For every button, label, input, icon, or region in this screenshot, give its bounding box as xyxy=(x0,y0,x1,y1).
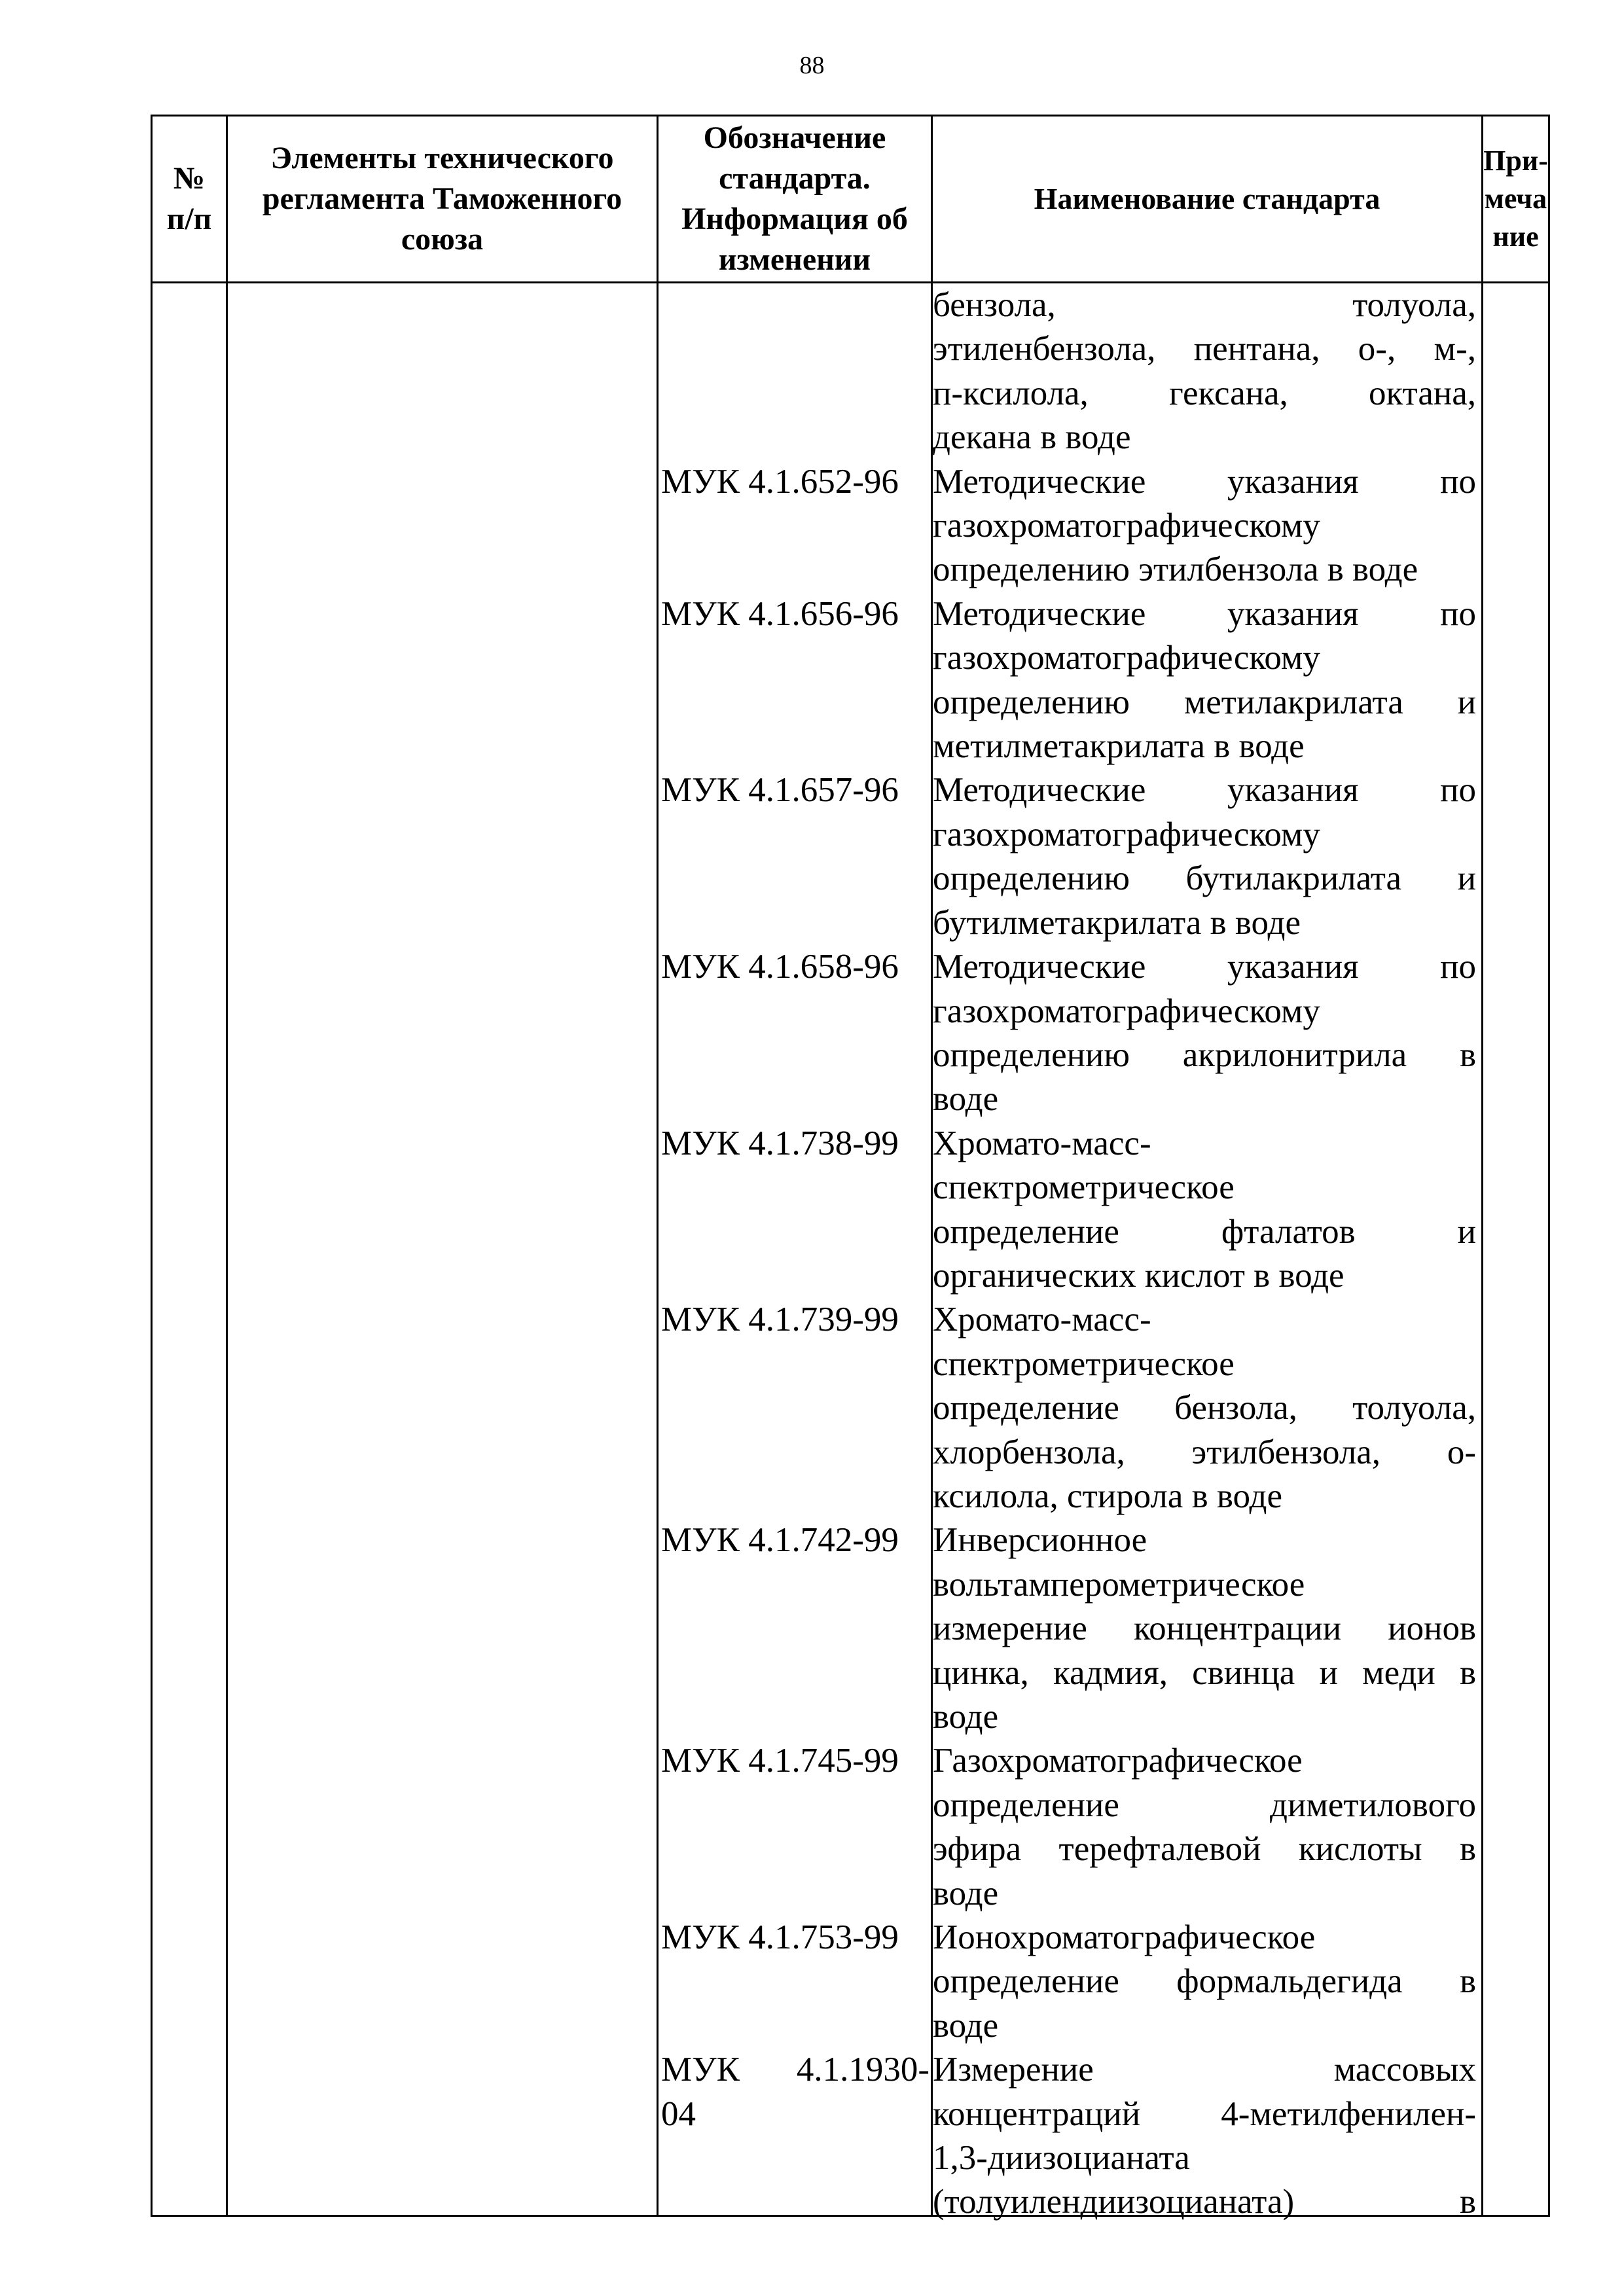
standard-name-line: Хромато-масс- xyxy=(933,1300,1151,1339)
standard-name-line: органических кислот в воде xyxy=(933,1256,1344,1295)
standard-code: МУК 4.1.658-96 xyxy=(661,948,899,986)
table-row xyxy=(151,945,1550,1122)
standard-code: МУК 4.1.753-99 xyxy=(661,1918,899,1957)
standard-name-line: измерение концентрации ионов xyxy=(933,1609,1476,1648)
standard-name xyxy=(933,2048,1476,2225)
standard-name-line: воде xyxy=(933,1698,999,1736)
standard-name-line: определение фталатов и xyxy=(933,1212,1476,1251)
standard-name xyxy=(933,1916,1476,2048)
table-row xyxy=(151,1298,1550,1518)
standard-name-line: хлорбензола, этилбензола, о- xyxy=(933,1433,1476,1471)
table-row xyxy=(151,1739,1550,1916)
standard-name-line: (толуилендиизоцианата) в xyxy=(933,2183,1476,2221)
standard-name-line: Методические указания по xyxy=(933,462,1476,501)
header-num xyxy=(153,117,226,281)
standard-name-line: этиленбензола, пентана, о-, м-, xyxy=(933,330,1476,368)
table-row xyxy=(151,592,1550,769)
standard-code: МУК 4.1.742-99 xyxy=(661,1521,899,1560)
standard-name-line: цинка, кадмия, свинца и меди в xyxy=(933,1653,1476,1692)
standard-name-line: газохроматографическому xyxy=(933,992,1320,1030)
standard-name xyxy=(933,592,1476,769)
standard-code xyxy=(661,283,929,460)
standard-name-line: вольтамперометрическое xyxy=(933,1565,1305,1604)
standard-name-line: ксилола, стирола в воде xyxy=(933,1477,1283,1515)
table-row xyxy=(151,768,1550,945)
standard-code: МУК 4.1.739-99 xyxy=(661,1300,899,1339)
standard-name-line: спектрометрическое xyxy=(933,1168,1235,1207)
table-row xyxy=(151,283,1550,460)
header-elements-label: Элементы технического регламента Таможенного союза xyxy=(262,141,623,257)
standard-name-line: п-ксилола, гексана, октана, xyxy=(933,374,1476,412)
standard-code-line: МУК 4.1.1930- xyxy=(661,2051,929,2089)
standard-name-line: воде xyxy=(933,2006,999,2045)
standard-name-line: спектрометрическое xyxy=(933,1344,1235,1383)
standard-name-line: газохроматографическому xyxy=(933,507,1320,545)
standard-name-line: бензола, толуола, xyxy=(933,286,1476,324)
standard-name-line: определению акрилонитрила в xyxy=(933,1035,1476,1074)
standard-name xyxy=(933,460,1476,592)
table-row xyxy=(151,460,1550,592)
standard-name-line: Хромато-масс- xyxy=(933,1124,1151,1162)
standard-name-line: Измерение массовых xyxy=(933,2051,1476,2089)
standard-name-line: Газохроматографическое xyxy=(933,1742,1303,1780)
standard-name-line: определение диметилового xyxy=(933,1785,1476,1824)
table-row xyxy=(151,2048,1550,2225)
standard-name-line: Ионохроматографическое xyxy=(933,1918,1316,1957)
header-name-label: Наименование стандарта xyxy=(1034,182,1380,215)
header-note xyxy=(1483,117,1548,281)
header-code xyxy=(659,117,931,281)
standard-name xyxy=(933,1298,1476,1518)
standard-name-line: Методические указания по xyxy=(933,771,1476,810)
standard-name xyxy=(933,283,1476,460)
standard-name xyxy=(933,945,1476,1122)
standard-name-line: газохроматографическому xyxy=(933,639,1320,677)
table-row xyxy=(151,1518,1550,1739)
standard-name-line: метилметакрилата в воде xyxy=(933,727,1305,766)
standard-name-line: определению метилакрилата и xyxy=(933,683,1476,721)
standard-name-line: эфира терефталевой кислоты в xyxy=(933,1830,1476,1869)
standard-code: МУК 4.1.657-96 xyxy=(661,771,899,810)
page-number: 88 xyxy=(799,52,825,79)
standard-code xyxy=(661,2048,929,2225)
standard-code: МУК 4.1.738-99 xyxy=(661,1124,899,1162)
standards-table xyxy=(151,115,1550,2221)
standard-name-line: газохроматографическому xyxy=(933,815,1320,853)
standard-name-line: Инверсионное xyxy=(933,1521,1147,1560)
table-row xyxy=(151,1916,1550,2048)
standard-name xyxy=(933,1122,1476,1299)
standard-name xyxy=(933,1739,1476,1916)
standard-name-line: определению бутилакрилата и xyxy=(933,859,1476,898)
standard-name xyxy=(933,768,1476,945)
header-elements xyxy=(228,117,657,281)
standard-code: МУК 4.1.745-99 xyxy=(661,1742,899,1780)
header-code-label: Обозначение стандарта. Информация об изменении xyxy=(681,120,908,277)
standard-name-line: Методические указания по xyxy=(933,948,1476,986)
header-num-label: № п/п xyxy=(166,161,212,236)
standard-name-line: воде xyxy=(933,1874,999,1912)
standard-name-line: Методические указания по xyxy=(933,594,1476,633)
standard-name-line: концентраций 4-метилфенилен- xyxy=(933,2094,1476,2133)
standard-name-line: декана в воде xyxy=(933,418,1131,457)
table-body xyxy=(151,283,1550,2225)
standard-code: МУК 4.1.652-96 xyxy=(661,462,899,501)
standard-name xyxy=(933,1518,1476,1739)
table-row xyxy=(151,1122,1550,1299)
standard-name-line: бутилметакрилата в воде xyxy=(933,903,1301,942)
header-name xyxy=(933,117,1481,281)
standard-code: МУК 4.1.656-96 xyxy=(661,594,899,633)
standard-code-line: 04 xyxy=(661,2094,696,2133)
standard-name-line: определению этилбензола в воде xyxy=(933,550,1418,589)
standard-name-line: определение формальдегида в xyxy=(933,1962,1476,2001)
standard-name-line: определение бензола, толуола, xyxy=(933,1389,1476,1427)
header-note-label: При- меча ние xyxy=(1483,145,1548,253)
standard-name-line: 1,3-диизоцианата xyxy=(933,2139,1190,2178)
standard-name-line: воде xyxy=(933,1080,999,1119)
